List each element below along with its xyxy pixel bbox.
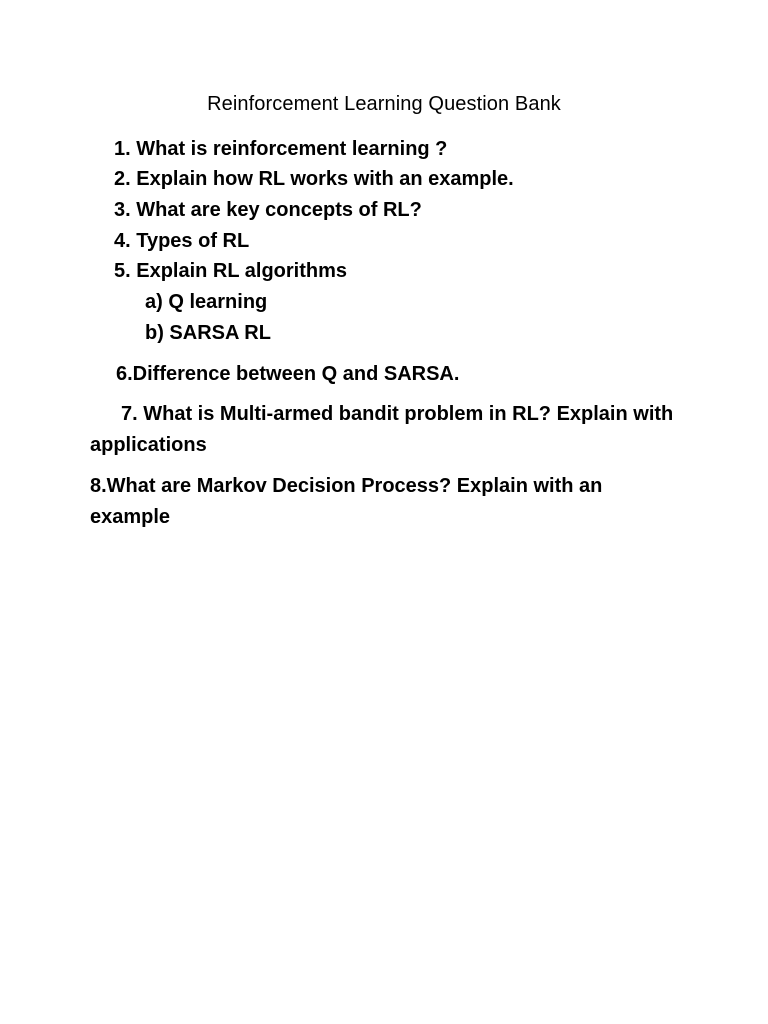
question-3: 3. What are key concepts of RL?	[114, 199, 422, 221]
question-8-line-1: 8.What are Markov Decision Process? Explain with an	[90, 475, 603, 497]
question-5-sub-a: a) Q learning	[145, 291, 268, 313]
question-5: 5. Explain RL algorithms	[114, 260, 348, 282]
question-4: 4. Types of RL	[114, 230, 250, 252]
question-6: 6.Difference between Q and SARSA.	[116, 363, 460, 385]
document-title: Reinforcement Learning Question Bank	[207, 93, 561, 115]
question-1: 1. What is reinforcement learning ?	[114, 138, 448, 160]
question-2: 2. Explain how RL works with an example.	[114, 168, 514, 190]
question-7-line-1: 7. What is Multi-armed bandit problem in RL? Explain with	[121, 403, 674, 425]
question-8-line-2: example	[90, 506, 171, 528]
question-5-sub-b: b) SARSA RL	[145, 322, 271, 344]
question-7-line-2: applications	[90, 434, 207, 456]
